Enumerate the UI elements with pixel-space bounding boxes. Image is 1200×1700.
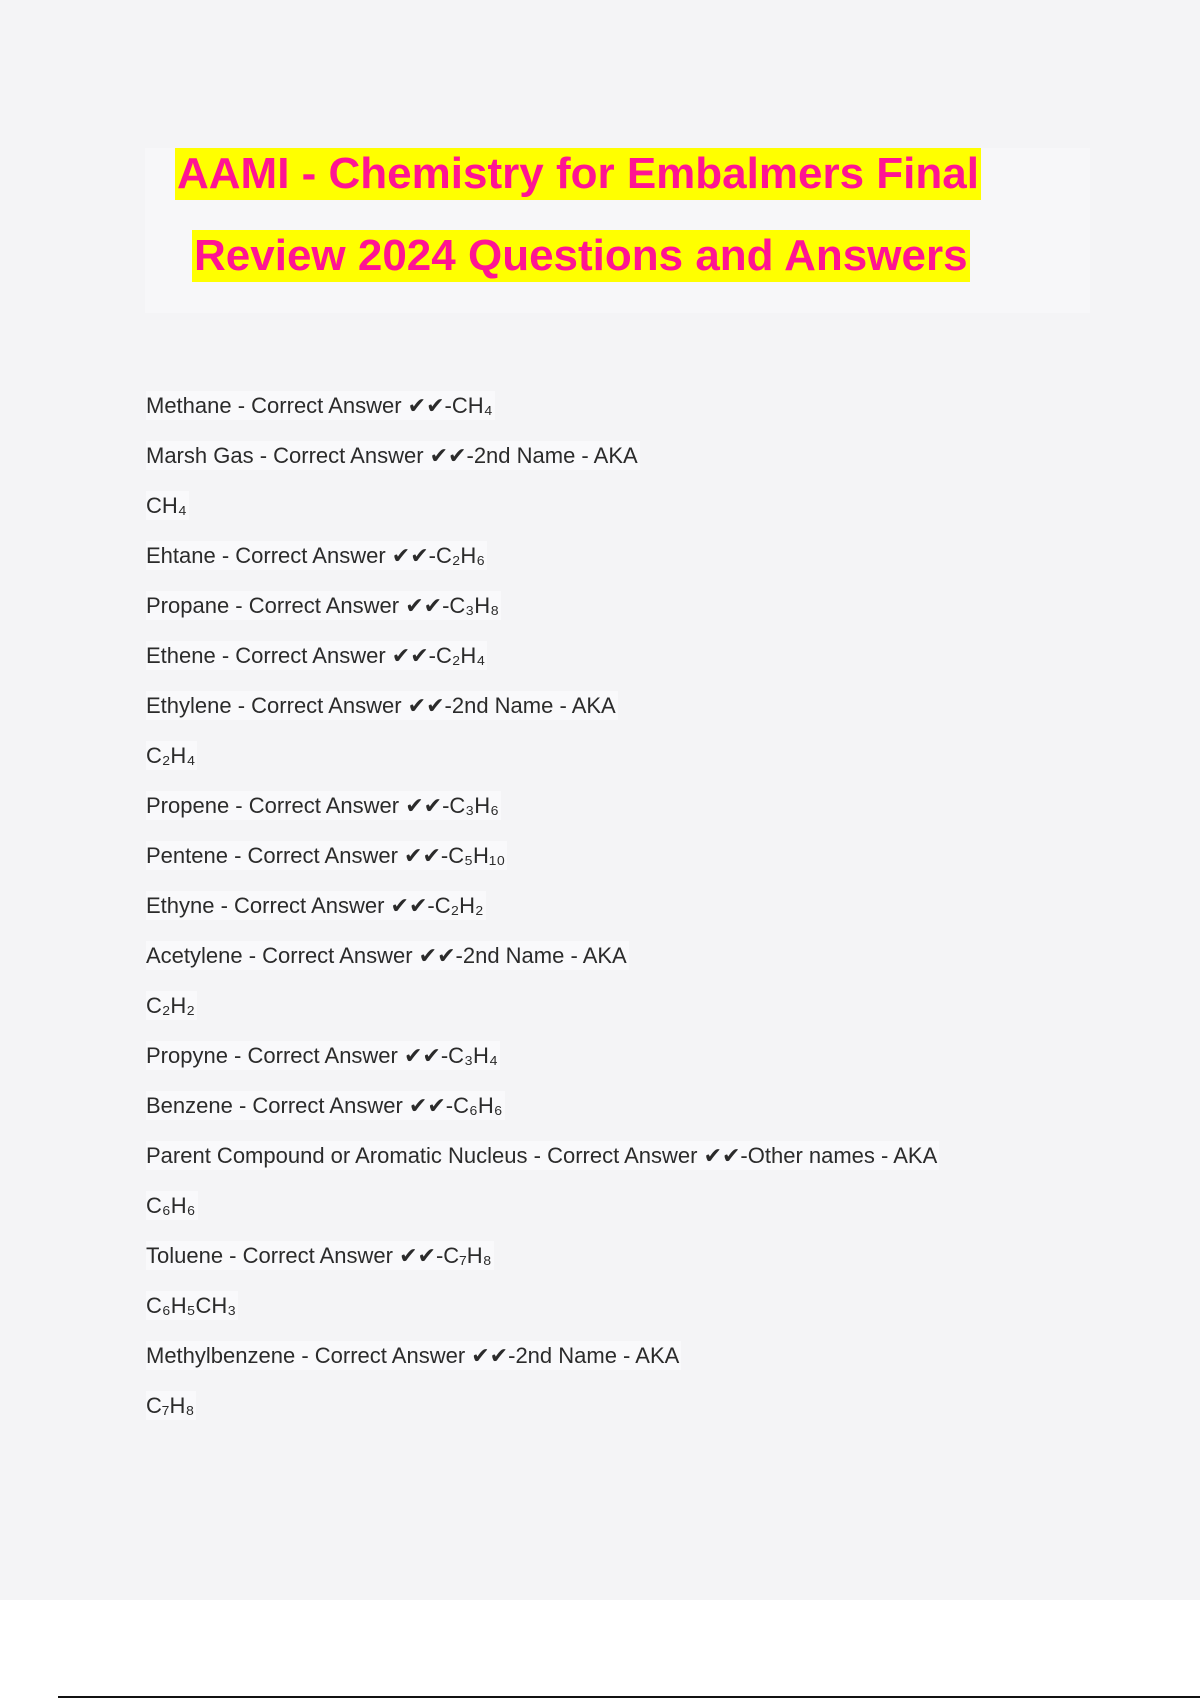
qa-line-text: Methylbenzene - Correct Answer ✔✔-2nd Name - AKA: [146, 1343, 680, 1368]
qa-line-text: Acetylene - Correct Answer ✔✔-2nd Name - AKA: [146, 943, 627, 968]
title-line-2: Review 2024 Questions and Answers: [194, 231, 968, 280]
qa-line-text: Methane - Correct Answer ✔✔-CH₄: [146, 393, 493, 418]
qa-line: [146, 1281, 1146, 1331]
qa-line: [146, 1381, 1146, 1431]
qa-line-text: Ehtane - Correct Answer ✔✔-C₂H₆: [146, 543, 486, 568]
qa-line-text: Propene - Correct Answer ✔✔-C₃H₆: [146, 793, 500, 818]
qa-line: [146, 1331, 1146, 1381]
qa-line-text: C₇H₈: [146, 1393, 195, 1418]
qa-line: [146, 731, 1146, 781]
qa-line-text: Ethyne - Correct Answer ✔✔-C₂H₂: [146, 893, 484, 918]
qa-line: [146, 781, 1146, 831]
qa-line: [146, 1231, 1146, 1281]
qa-line: [146, 681, 1146, 731]
title-line-1: AAMI - Chemistry for Embalmers Final: [177, 149, 979, 198]
qa-line: [146, 381, 1146, 431]
qa-line-text: Marsh Gas - Correct Answer ✔✔-2nd Name - AKA: [146, 443, 638, 468]
qa-line: [146, 931, 1146, 981]
qa-line-text: Ethylene - Correct Answer ✔✔-2nd Name - AKA: [146, 693, 616, 718]
qa-line-text: C₂H₂: [146, 993, 195, 1018]
qa-line-text: Propane - Correct Answer ✔✔-C₃H₈: [146, 593, 500, 618]
qa-line-text: CH₄: [146, 493, 187, 518]
document-title: [145, 148, 1090, 313]
qa-line-text: Parent Compound or Aromatic Nucleus - Correct Answer ✔✔-Other names - AKA: [146, 1143, 938, 1168]
footer-divider: [58, 1696, 1200, 1698]
qa-line: [146, 881, 1146, 931]
qa-list: [146, 381, 1146, 1431]
qa-line-text: Propyne - Correct Answer ✔✔-C₃H₄: [146, 1043, 498, 1068]
qa-line-text: C₆H₆: [146, 1193, 196, 1218]
qa-line-text: Pentene - Correct Answer ✔✔-C₅H₁₀: [146, 843, 506, 868]
qa-line: [146, 431, 1146, 481]
qa-line-text: Toluene - Correct Answer ✔✔-C₇H₈: [146, 1243, 492, 1268]
qa-line-text: Ethene - Correct Answer ✔✔-C₂H₄: [146, 643, 486, 668]
qa-line: [146, 1031, 1146, 1081]
qa-line: [146, 981, 1146, 1031]
qa-line: [146, 531, 1146, 581]
qa-line: [146, 581, 1146, 631]
qa-line: [146, 631, 1146, 681]
qa-line: [146, 831, 1146, 881]
qa-line-text: C₆H₅CH₃: [146, 1293, 237, 1318]
qa-line: [146, 1131, 1146, 1181]
qa-line: [146, 481, 1146, 531]
qa-line: [146, 1181, 1146, 1231]
qa-line-text: C₂H₄: [146, 743, 196, 768]
qa-line-text: Benzene - Correct Answer ✔✔-C₆H₆: [146, 1093, 503, 1118]
qa-line: [146, 1081, 1146, 1131]
